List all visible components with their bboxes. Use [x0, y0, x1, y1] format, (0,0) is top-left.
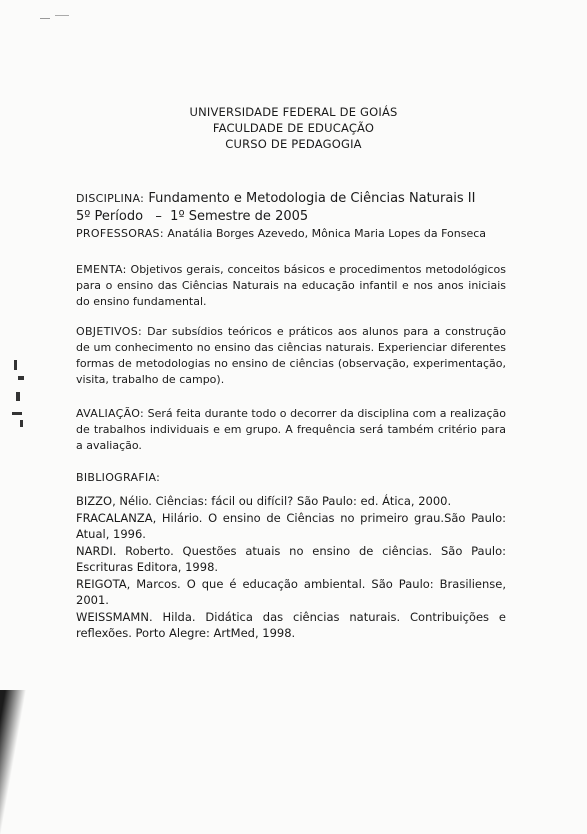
discipline-value: Fundamento e Metodologia de Ciências Naturais II	[144, 191, 476, 206]
reference-item: FRACALANZA, Hilário. O ensino de Ciências no primeiro grau.São Paulo: Atual, 1996.	[76, 510, 506, 541]
scan-artifact	[20, 420, 23, 427]
discipline-block	[76, 190, 506, 242]
scan-artifact	[12, 412, 22, 415]
bibliografia-heading: BIBLIOGRAFIA:	[76, 471, 161, 484]
reference-item: REIGOTA, Marcos. O que é educação ambiental. São Paulo: Brasiliense, 2001.	[76, 576, 506, 607]
institution-header	[0, 104, 587, 152]
reference-item: NARDI. Roberto. Questões atuais no ensino de ciências. São Paulo: Escrituras Editora, 1998.	[76, 543, 506, 574]
period-line: 5º Período – 1º Semestre de 2005	[76, 209, 309, 224]
scan-artifact	[40, 18, 50, 19]
university-name: UNIVERSIDADE FEDERAL DE GOIÁS	[189, 105, 398, 119]
ementa-section	[76, 262, 506, 310]
scan-edge-shadow	[0, 690, 40, 834]
objetivos-label: OBJETIVOS:	[76, 325, 143, 338]
avaliacao-label: AVALIAÇÃO:	[76, 407, 145, 420]
objetivos-section	[76, 324, 506, 388]
scan-artifact	[55, 15, 69, 16]
scan-artifact	[18, 376, 24, 380]
bibliografia-list	[76, 493, 506, 642]
discipline-label: DISCIPLINA:	[76, 192, 145, 205]
avaliacao-text: Será feita durante todo o decorrer da disciplina com a realização de trabalhos individuais e em grupo. A frequência será também critério para a avaliação.	[76, 407, 506, 452]
scan-artifact	[16, 392, 20, 401]
reference-item: WEISSMAMN. Hilda. Didática das ciências naturais. Contribuições e reflexões. Porto Alegre: ArtMed, 1998.	[76, 609, 506, 640]
scan-artifact	[14, 360, 17, 370]
objetivos-text: Dar subsídios teóricos e práticos aos alunos para a construção de um conhecimento no ensino das ciências naturais. Experienciar diferentes formas de metodologias no ensino de ciências (observação, experimentação, visita, trabalho de campo).	[76, 325, 506, 386]
faculty-name: FACULDADE DE EDUCAÇÃO	[212, 121, 375, 135]
professors-value: Anatália Borges Azevedo, Mônica Maria Lopes da Fonseca	[163, 227, 486, 240]
ementa-label: EMENTA:	[76, 263, 127, 276]
discipline-line	[76, 190, 506, 208]
reference-item: BIZZO, Nélio. Ciências: fácil ou difícil? São Paulo: ed. Ática, 2000.	[76, 494, 452, 508]
ementa-text: Objetivos gerais, conceitos básicos e procedimentos metodológicos para o ensino das Ciências Naturais na educação infantil e nos anos iniciais do ensino fundamental.	[76, 263, 506, 308]
avaliacao-section	[76, 406, 506, 454]
course-name: CURSO DE PEDAGOGIA	[225, 137, 362, 151]
professors-line	[76, 226, 506, 242]
professors-label: PROFESSORAS:	[76, 227, 164, 240]
